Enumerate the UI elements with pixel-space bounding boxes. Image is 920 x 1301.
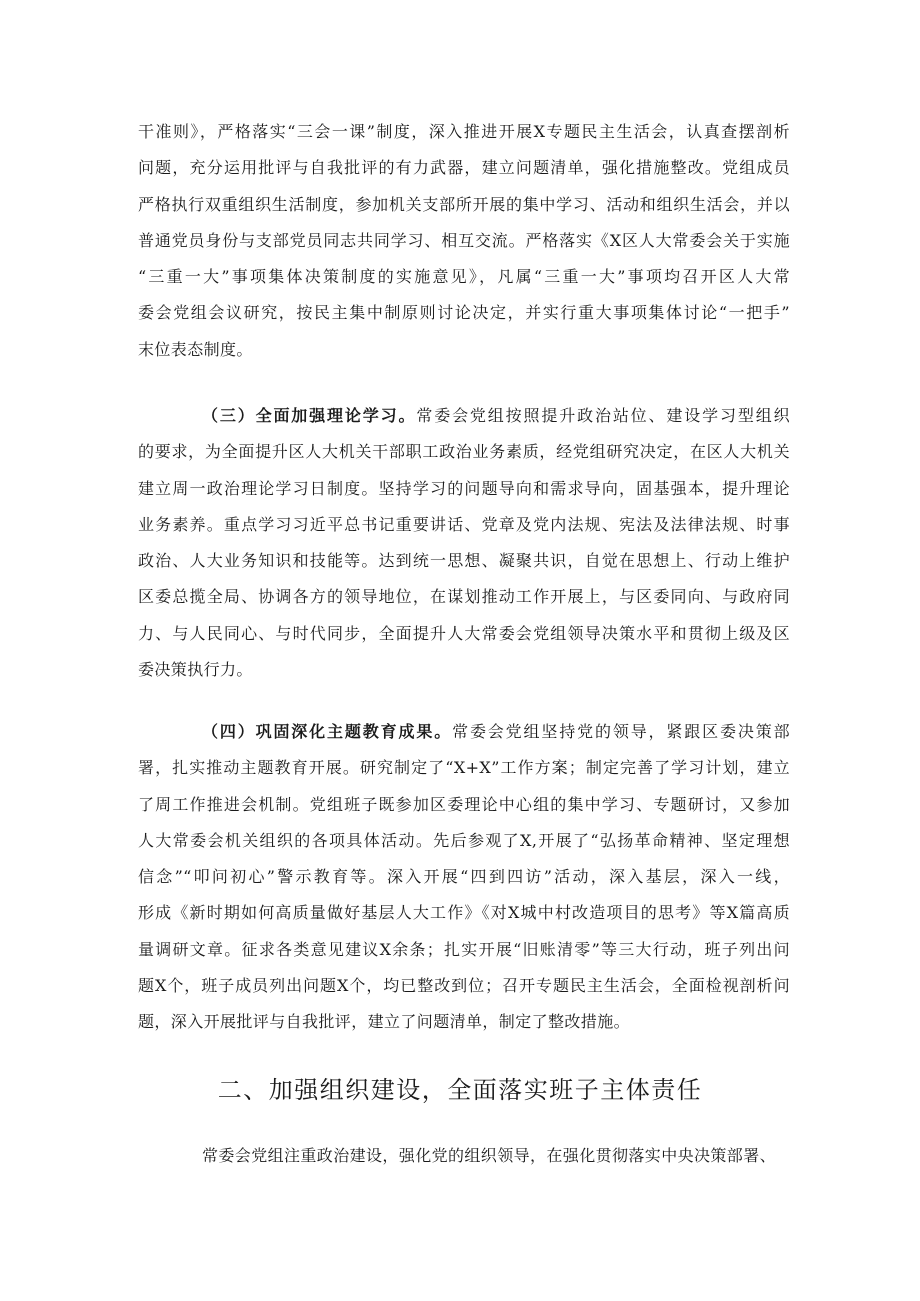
text-line: 政治、人大业务知识和技能等。达到统一思想、凝聚共识，自觉在思想上、行动上维护	[138, 551, 790, 571]
paragraph-theme-education	[138, 714, 790, 1041]
paragraph-first-line	[138, 714, 790, 750]
text-line: 了周工作推进会机制。党组班子既参加区委理论中心组的集中学习、专题研讨，又参加	[138, 794, 790, 814]
text-line: 区委总揽全局、协调各方的领导地位，在谋划推动工作开展上，与区委同向、与政府同	[138, 587, 790, 607]
text-line: 常委会党组注重政治建设，强化党的组织领导，在强化贯彻落实中央决策部署、	[202, 1146, 777, 1165]
text-line: 末位表态制度。	[138, 339, 253, 359]
paragraph-theory-study	[138, 398, 790, 688]
text-line: 问题，充分运用批评与自我批评的有力武器，建立问题清单，强化措施整改。党组成员	[138, 158, 790, 178]
text-line: 委会党组会议研究，按民主集中制原则讨论决定，并实行重大事项集体讨论“一把手”	[138, 303, 790, 323]
text-line: 力、与人民同心、与时代同步，全面提升人大常委会党组领导决策水平和贯彻上级及区	[138, 623, 790, 643]
paragraph-first-line-text: 常委会党组坚持党的领导，紧跟区委决策部	[452, 722, 790, 741]
text-line: 普通党员身份与支部党员同志共同学习、相互交流。严格落实《X区人大常委会关于实施	[138, 230, 790, 250]
paragraph-first-line	[138, 398, 790, 434]
text-line: 量调研文章。征求各类意见建议X余条；扎实开展“旧账清零”等三大行动，班子列出问	[138, 939, 790, 959]
text-line: 建立周一政治理论学习日制度。坚持学习的问题导向和需求导向，固基强本，提升理论	[138, 478, 790, 498]
text-line: 委决策执行力。	[138, 660, 253, 680]
text-line: “三重一大”事项集体决策制度的实施意见》，凡属“三重一大”事项均召开区人大常	[138, 267, 790, 287]
text-line: 形成《新时期如何高质量做好基层人大工作》《对X城中村改造项目的思考》等X篇高质	[138, 903, 790, 923]
section-heading: 二、加强组织建设，全面落实班子主体责任	[217, 1076, 703, 1104]
paragraph-organization-life	[138, 114, 790, 368]
text-line: 严格执行双重组织生活制度，参加机关支部所开展的集中学习、活动和组织生活会，并以	[138, 194, 790, 214]
text-line: 干准则》，严格落实“三会一课”制度，深入推进开展X专题民主生活会，认真查摆剖析	[138, 122, 790, 141]
text-line: 业务素养。重点学习习近平总书记重要讲话、党章及党内法规、宪法及法律法规、时事	[138, 514, 790, 534]
paragraph-first-line-text: 常委会党组按照提升政治站位、建设学习型组织	[416, 406, 790, 425]
paragraph-organization-building	[138, 1138, 790, 1174]
paragraph-title: （三）全面加强理论学习。	[202, 406, 417, 425]
paragraph-title: （四）巩固深化主题教育成果。	[202, 722, 453, 741]
text-line: 署，扎实推动主题教育开展。研究制定了“X+X”工作方案；制定完善了学习计划，建立	[138, 758, 790, 778]
text-line: 题X个，班子成员列出问题X个，均已整改到位；召开专题民主生活会，全面检视剖析问	[138, 976, 790, 996]
text-line: 题，深入开展批评与自我批评，建立了问题清单，制定了整改措施。	[138, 1012, 631, 1032]
text-line: 信念”“叩问初心”警示教育等。深入开展“四到四访”活动，深入基层，深入一线，	[138, 867, 790, 887]
text-line: 人大常委会机关组织的各项具体活动。先后参观了X,开展了“弘扬革命精神、坚定理想	[138, 830, 790, 850]
text-line: 的要求，为全面提升区人大机关干部职工政治业务素质，经党组研究决定，在区人大机关	[138, 442, 790, 462]
